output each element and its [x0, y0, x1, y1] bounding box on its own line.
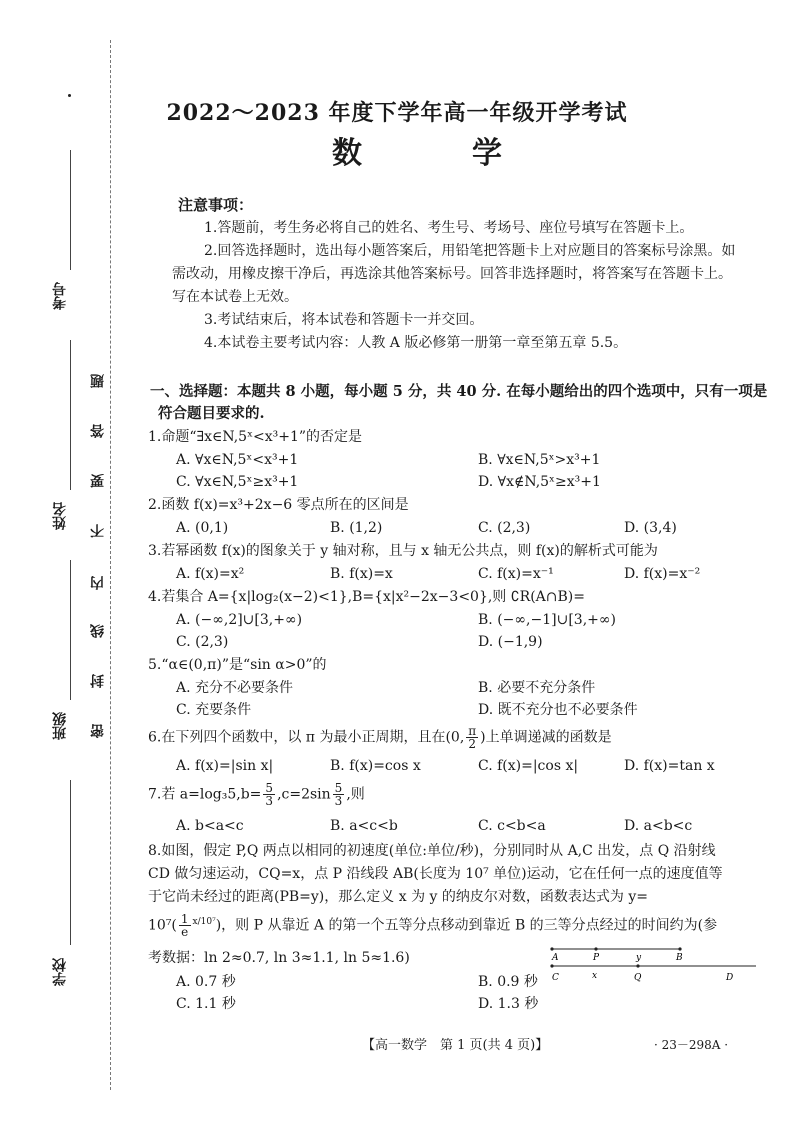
label-b: B: [676, 953, 683, 963]
question-2-stem: 2.函数 f(x)=x³+2x−6 零点所在的区间是: [148, 497, 409, 513]
q1-option-b: B. ∀x∈N,5ˣ>x³+1: [478, 452, 601, 468]
q7-stem-part: ,则: [346, 786, 365, 803]
q7-frac-num: 5: [334, 781, 343, 795]
q8-fraction: [179, 913, 191, 938]
q6-option-c: C. f(x)=|cos x|: [478, 758, 579, 774]
q3-option-b: B. f(x)=x: [330, 566, 393, 582]
seal-line: [110, 40, 111, 1090]
section-heading: 一、选择题：本题共 8 小题，每小题 5 分，共 40 分. 在每小题给出的四个选项中，只有一项是符合题目要求的.: [150, 383, 768, 422]
label-y: y: [636, 953, 642, 963]
q1-option-a: A. ∀x∈N,5ˣ<x³+1: [176, 452, 299, 468]
seal-char: 答: [90, 424, 106, 438]
q5-option-c: C. 充要条件: [176, 702, 252, 718]
q7-fraction-2: [333, 782, 345, 807]
question-5-stem: 5.“α∈(0,π)”是“sin α>0”的: [148, 657, 327, 673]
label-x: x: [592, 971, 598, 981]
q8-option-c: C. 1.1 秒: [176, 996, 236, 1012]
q7-option-a: A. b<a<c: [176, 818, 244, 834]
q6-fraction: [466, 725, 478, 750]
subject-title: 数 学: [332, 136, 542, 171]
question-3-stem: 3.若幂函数 f(x)的图象关于 y 轴对称，且与 x 轴无公共点，则 f(x)的解析式可能为: [148, 543, 658, 559]
notice-heading: 注意事项：: [178, 196, 254, 214]
q7-frac-den: 3: [334, 794, 343, 808]
label-q: Q: [634, 973, 642, 983]
field-label-exam-number: 考号: [52, 282, 68, 310]
q8-option-a: A. 0.7 秒: [176, 974, 236, 990]
q6-option-b: B. f(x)=cos x: [330, 758, 421, 774]
exam-title: 2022～2023 年度下学年高一年级开学考试: [166, 100, 628, 126]
question-7-stem: [148, 782, 763, 807]
notice-list: [172, 217, 742, 355]
q4-option-c: C. (2,3): [176, 634, 229, 650]
question-8-line: 于它尚未经过的距离(PB=y)，那么定义 x 为 y 的纳皮尔对数，函数表达式为 y=: [148, 889, 648, 905]
point-a: [550, 947, 553, 950]
q4-option-d: D. (−1,9): [478, 634, 543, 650]
point-q: [636, 964, 639, 967]
q8-figure: [548, 944, 760, 986]
q8-exponent: x/10⁷: [192, 917, 216, 927]
label-p: P: [593, 953, 600, 963]
point-b: [678, 947, 681, 950]
q6-option-a: A. f(x)=|sin x|: [176, 758, 274, 774]
q7-frac-num: 5: [265, 781, 274, 795]
q7-stem-part: ,c=2sin: [277, 786, 331, 803]
q6-frac-den: 2: [468, 737, 477, 751]
field-label-name: 姓名: [52, 502, 68, 530]
label-a: A: [552, 953, 559, 963]
q5-option-a: A. 充分不必要条件: [176, 680, 294, 696]
q8-frac-num: 1: [180, 912, 189, 927]
q7-stem-part: 7.若 a=log₃5,b=: [148, 786, 262, 803]
q3-option-d: D. f(x)=x⁻²: [624, 566, 701, 582]
q8-option-b: B. 0.9 秒: [478, 974, 538, 990]
q2-option-b: B. (1,2): [330, 520, 383, 536]
q3-option-c: C. f(x)=x⁻¹: [478, 566, 554, 582]
label-c: C: [552, 973, 559, 983]
q8-option-d: D. 1.3 秒: [478, 996, 539, 1012]
q8-formula-part: )，则 P 从靠近 A 的第一个五等分点移动到靠近 B 的三等分点经过的时间约为(参: [215, 917, 718, 934]
notice-item: 3.考试结束后，将本试卷和答题卡一并交回。: [204, 312, 484, 328]
field-line-class: [70, 560, 71, 700]
q6-frac-num: π: [468, 724, 477, 738]
notice-item: 4.本试卷主要考试内容：人教 A 版必修第一册第一章至第五章 5.5。: [204, 335, 628, 351]
point-p: [594, 947, 597, 950]
label-d: D: [726, 973, 734, 983]
q5-option-b: B. 必要不充分条件: [478, 680, 596, 696]
q8-formula-part: 10⁷(: [148, 917, 177, 934]
q6-stem-part: 6.在下列四个函数中，以 π 为最小正周期，且在(0,: [148, 729, 465, 746]
field-label-school: 学校: [52, 958, 68, 986]
q6-stem-part: )上单调递减的函数是: [480, 729, 612, 746]
q7-option-c: C. c<b<a: [478, 818, 546, 834]
q2-option-c: C. (2,3): [478, 520, 531, 536]
question-1-stem: 1.命题“∃x∈N,5ˣ<x³+1”的否定是: [148, 429, 363, 445]
question-6-stem: [148, 725, 763, 750]
field-line-name: [70, 340, 71, 490]
field-line-school: [70, 780, 71, 945]
question-8-line: 8.如图，假定 P,Q 两点以相同的初速度(单位:单位/秒)，分别同时从 A,C 出发，点 Q 沿射线: [148, 843, 716, 859]
page-footer: 【高一数学 第 1 页(共 4 页)】: [362, 1038, 549, 1053]
q1-option-c: C. ∀x∈N,5ˣ≥x³+1: [176, 474, 299, 490]
seal-char: 线: [90, 624, 106, 638]
seal-char: 封: [90, 674, 106, 688]
field-label-class: 班级: [52, 712, 68, 740]
q6-option-d: D. f(x)=tan x: [624, 758, 715, 774]
question-4-stem: 4.若集合 A={x|log₂(x−2)<1},B={x|x²−2x−3<0},则 ∁R(A∩B)=: [148, 589, 585, 605]
seal-char: 密: [90, 724, 106, 738]
q7-option-b: B. a<c<b: [330, 818, 398, 834]
q3-option-a: A. f(x)=x²: [176, 566, 245, 582]
notice-item: 1.答题前，考生务必将自己的姓名、考生号、考场号、座位号填写在答题卡上。: [204, 220, 694, 236]
point-c: [550, 964, 553, 967]
q7-fraction: [263, 782, 275, 807]
q8-frac-den: e: [181, 925, 189, 940]
q7-option-d: D. a<b<c: [624, 818, 693, 834]
q1-option-d: D. ∀x∉N,5ˣ≥x³+1: [478, 474, 601, 490]
question-8-line: 考数据：ln 2≈0.7, ln 3≈1.1, ln 5≈1.6): [148, 950, 410, 966]
q2-option-a: A. (0,1): [176, 520, 229, 536]
seal-char: 题: [90, 374, 106, 388]
q7-frac-den: 3: [265, 794, 274, 808]
seal-char: 内: [90, 576, 106, 590]
seal-char: 不: [90, 524, 106, 538]
q2-option-d: D. (3,4): [624, 520, 677, 536]
notice-item: 2.回答选择题时，选出每小题答案后，用铅笔把答题卡上对应题目的答案标号涂黑。如需改动，用橡皮擦干净后，再选涂其他答案标号。回答非选择题时，将答案写在答题卡上。写在本试卷上无效。: [172, 243, 736, 305]
paper-code: · 23－298A ·: [654, 1038, 729, 1052]
q5-option-d: D. 既不充分也不必要条件: [478, 702, 638, 718]
q4-option-a: A. (−∞,2]∪[3,+∞): [176, 612, 303, 628]
seal-char: 要: [90, 474, 106, 488]
question-8-line: CD 做匀速运动，CQ=x，点 P 沿线段 AB(长度为 10⁷ 单位)运动，它在任何一点的速度值等: [148, 866, 723, 882]
question-8-line-formula: [148, 912, 763, 938]
q4-option-b: B. (−∞,−1]∪[3,+∞): [478, 612, 616, 628]
